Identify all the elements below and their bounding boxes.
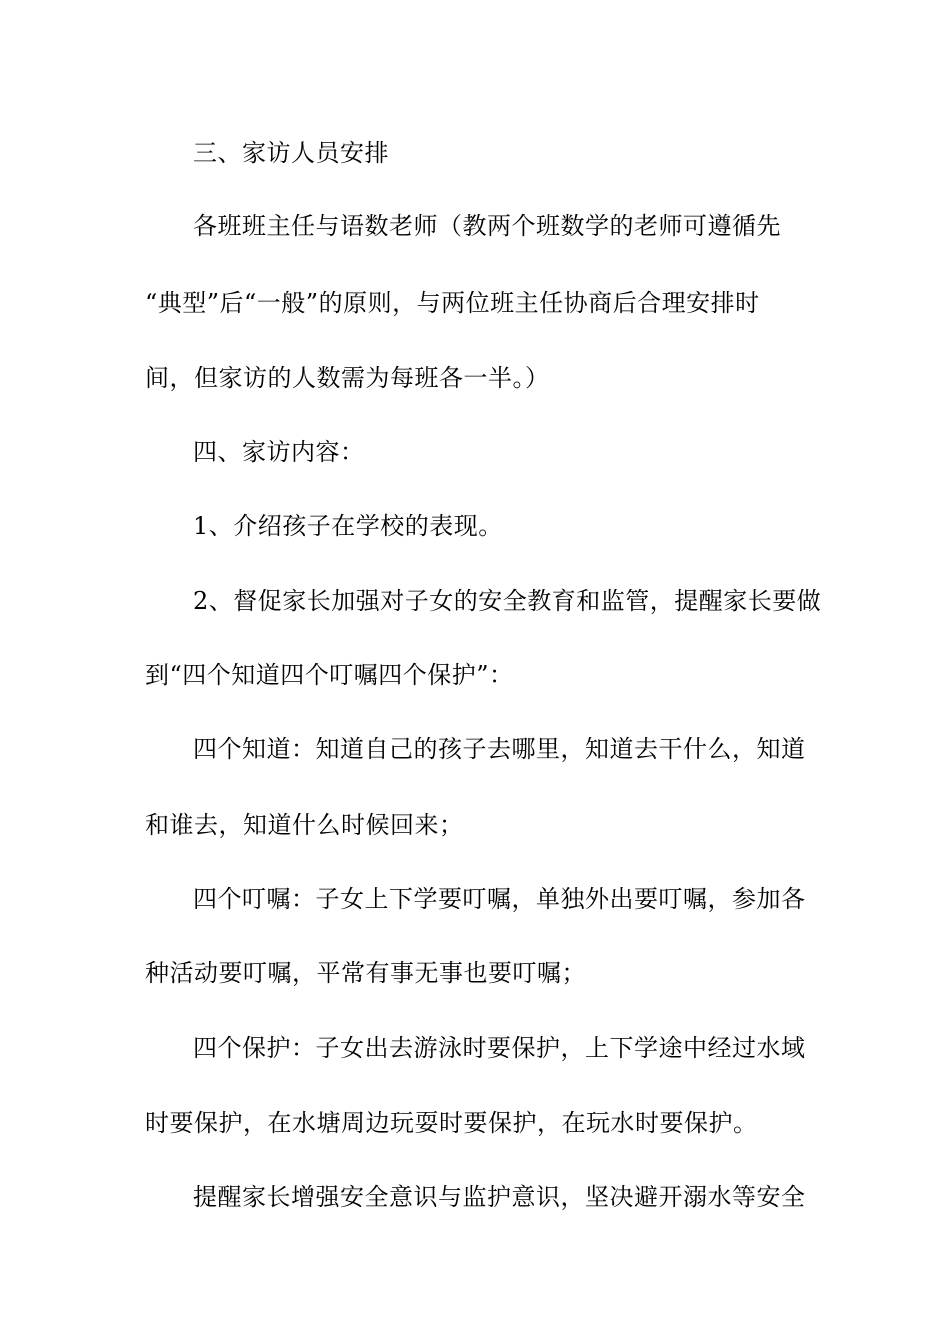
paragraph-line: 间，但家访的人数需为每班各一半。） — [145, 364, 550, 392]
section-heading-3: 三、家访人员安排 — [193, 139, 389, 167]
paragraph-line: 时要保护，在水塘周边玩耍时要保护，在玩水时要保护。 — [145, 1109, 758, 1137]
paragraph-line: 四个知道：知道自己的孩子去哪里，知道去干什么，知道 — [193, 735, 806, 763]
paragraph-line: 种活动要叮嘱，平常有事无事也要叮嘱； — [145, 959, 586, 987]
paragraph-line: 四个叮嘱：子女上下学要叮嘱，单独外出要叮嘱，参加各 — [193, 885, 806, 913]
list-item: 2、督促家长加强对子女的安全教育和监管，提醒家长要做 — [193, 587, 822, 615]
paragraph-line: 四个保护：子女出去游泳时要保护，上下学途中经过水域 — [193, 1034, 806, 1062]
paragraph-line: 各班班主任与语数老师（教两个班数学的老师可遵循先 — [193, 212, 781, 240]
paragraph-line: 提醒家长增强安全意识与监护意识，坚决避开溺水等安全 — [193, 1183, 806, 1211]
paragraph-line: 到“四个知道四个叮嘱四个保护”： — [145, 661, 514, 689]
paragraph-line: “典型”后“一般”的原则，与两位班主任协商后合理安排时 — [145, 289, 760, 317]
list-item: 1、介绍孩子在学校的表现。 — [193, 512, 503, 540]
paragraph-line: 和谁去，知道什么时候回来； — [145, 811, 464, 839]
section-heading-4: 四、家访内容： — [193, 438, 365, 466]
